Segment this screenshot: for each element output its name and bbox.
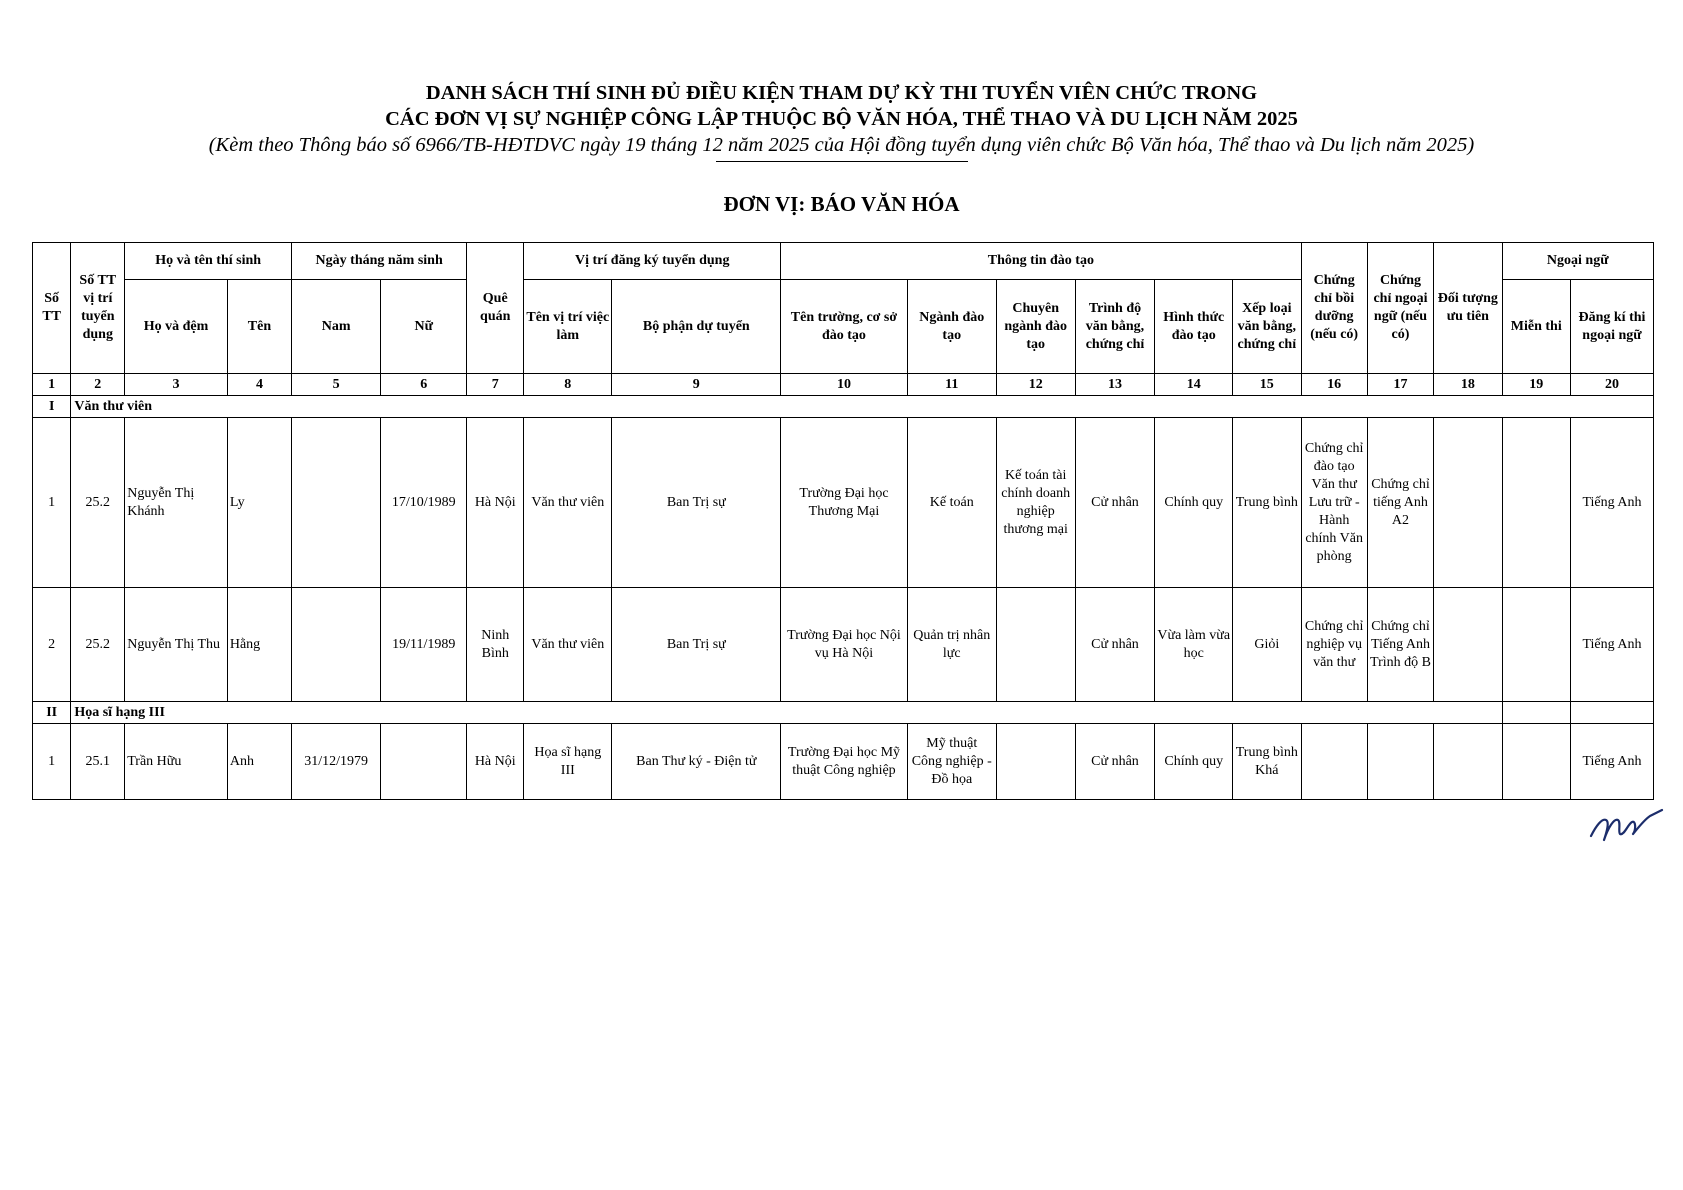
- table-cell: Chứng chỉ nghiệp vụ văn thư: [1301, 588, 1367, 702]
- section-title: Họa sĩ hạng III: [71, 702, 1502, 724]
- col-ten-vi-tri-header: Tên vị trí việc làm: [524, 280, 612, 374]
- table-cell: Giỏi: [1233, 588, 1301, 702]
- column-number-cell: 14: [1155, 374, 1233, 396]
- section-title: Văn thư viên: [71, 396, 1654, 418]
- column-number-cell: 9: [612, 374, 781, 396]
- table-cell: Tiếng Anh: [1570, 418, 1653, 588]
- table-cell: 17/10/1989: [381, 418, 467, 588]
- table-cell: [292, 588, 381, 702]
- table-cell: Văn thư viên: [524, 418, 612, 588]
- table-cell: Vừa làm vừa học: [1155, 588, 1233, 702]
- col-nu-header: Nữ: [381, 280, 467, 374]
- group-ngay-sinh-header: Ngày tháng năm sinh: [292, 243, 467, 280]
- table-cell: Chứng chỉ tiếng Anh A2: [1367, 418, 1433, 588]
- table-cell: Cử nhân: [1075, 418, 1155, 588]
- col-mien-thi-header: Miễn thi: [1502, 280, 1570, 374]
- table-row: [33, 724, 1654, 800]
- table-cell: Ly: [227, 418, 291, 588]
- table-cell: Mỹ thuật Công nghiệp - Đồ họa: [907, 724, 996, 800]
- table-cell: Hằng: [227, 588, 291, 702]
- column-number-cell: 15: [1233, 374, 1301, 396]
- table-cell: Hà Nội: [467, 418, 524, 588]
- table-cell: Quản trị nhân lực: [907, 588, 996, 702]
- table-cell: [1434, 418, 1502, 588]
- table-cell: Tiếng Anh: [1570, 588, 1653, 702]
- group-ngoai-ngu-header: Ngoại ngữ: [1502, 243, 1653, 280]
- col-hinh-thuc-header: Hình thức đào tạo: [1155, 280, 1233, 374]
- table-cell: 25.1: [71, 724, 125, 800]
- column-number-cell: 17: [1367, 374, 1433, 396]
- column-number-cell: 11: [907, 374, 996, 396]
- subtitle-underline: [716, 161, 968, 162]
- col-trinh-do-header: Trình độ văn bằng, chứng chỉ: [1075, 280, 1155, 374]
- table-cell: 1: [33, 724, 71, 800]
- table-cell: Chứng chỉ Tiếng Anh Trình độ B: [1367, 588, 1433, 702]
- column-number-cell: 20: [1570, 374, 1653, 396]
- section-number: I: [33, 396, 71, 418]
- column-number-cell: 10: [781, 374, 907, 396]
- table-cell: Ninh Bình: [467, 588, 524, 702]
- table-cell: Ban Trị sự: [612, 418, 781, 588]
- table-cell: [1434, 724, 1502, 800]
- table-cell: Ban Trị sự: [612, 588, 781, 702]
- col-doi-tuong-uu-tien-header: Đối tượng ưu tiên: [1434, 243, 1502, 374]
- col-que-quan-header: Quê quán: [467, 243, 524, 374]
- table-cell: 1: [33, 418, 71, 588]
- col-so-tt-header: Số TT: [33, 243, 71, 374]
- col-chung-chi-boi-duong-header: Chứng chỉ bồi dưỡng (nếu có): [1301, 243, 1367, 374]
- column-number-cell: 7: [467, 374, 524, 396]
- col-nganh-header: Ngành đào tạo: [907, 280, 996, 374]
- table-cell: Văn thư viên: [524, 588, 612, 702]
- col-bo-phan-header: Bộ phận dự tuyển: [612, 280, 781, 374]
- col-so-tt-vi-tri-header: Số TT vị trí tuyển dụng: [71, 243, 125, 374]
- table-cell: Anh: [227, 724, 291, 800]
- column-number-cell: 19: [1502, 374, 1570, 396]
- table-cell: [1502, 418, 1570, 588]
- table-cell: Kế toán tài chính doanh nghiệp thương mại: [996, 418, 1075, 588]
- group-vi-tri-header: Vị trí đăng ký tuyển dụng: [524, 243, 781, 280]
- table-body: [33, 374, 1654, 800]
- group-dao-tao-header: Thông tin đào tạo: [781, 243, 1301, 280]
- table-cell: [381, 724, 467, 800]
- section-row: [33, 702, 1654, 724]
- table-cell: Họa sĩ hạng III: [524, 724, 612, 800]
- column-number-cell: 5: [292, 374, 381, 396]
- unit-title: ĐƠN VỊ: BÁO VĂN HÓA: [723, 192, 960, 216]
- table-cell: Ban Thư ký - Điện tử: [612, 724, 781, 800]
- col-ten-header: Tên: [227, 280, 291, 374]
- column-number-cell: 12: [996, 374, 1075, 396]
- document-title-line2: CÁC ĐƠN VỊ SỰ NGHIỆP CÔNG LẬP THUỘC BỘ VĂN HÓA, THỂ THAO VÀ DU LỊCH NĂM 2025: [385, 108, 1298, 130]
- col-nam-header: Nam: [292, 280, 381, 374]
- table-cell: 19/11/1989: [381, 588, 467, 702]
- table-row: [33, 418, 1654, 588]
- table-cell: Kế toán: [907, 418, 996, 588]
- table-cell: Chính quy: [1155, 418, 1233, 588]
- table-cell: Trường Đại học Nội vụ Hà Nội: [781, 588, 907, 702]
- table-cell: [1301, 724, 1367, 800]
- column-number-cell: 8: [524, 374, 612, 396]
- table-cell: Chính quy: [1155, 724, 1233, 800]
- table-cell: 2: [33, 588, 71, 702]
- col-ten-truong-header: Tên trường, cơ sở đào tạo: [781, 280, 907, 374]
- table-cell: Trung bình: [1233, 418, 1301, 588]
- section-row: [33, 396, 1654, 418]
- column-number-cell: 2: [71, 374, 125, 396]
- table-cell: Trung bình Khá: [1233, 724, 1301, 800]
- table-cell: Trường Đại học Thương Mại: [781, 418, 907, 588]
- table-cell: [1502, 588, 1570, 702]
- table-cell: 25.2: [71, 588, 125, 702]
- table-cell: [1570, 702, 1653, 724]
- table-cell: [1434, 588, 1502, 702]
- table-cell: Trường Đại học Mỹ thuật Công nghiệp: [781, 724, 907, 800]
- column-number-row: [33, 374, 1654, 396]
- table-cell: Trần Hữu: [125, 724, 228, 800]
- table-cell: 31/12/1979: [292, 724, 381, 800]
- table-cell: Cử nhân: [1075, 724, 1155, 800]
- column-number-cell: 4: [227, 374, 291, 396]
- document-subtitle: (Kèm theo Thông báo số 6966/TB-HĐTDVC ngày 19 tháng 12 năm 2025 của Hội đồng tuyển dụng viên chức Bộ Văn hóa, Thể thao và Du lịch năm 2025): [208, 134, 1475, 156]
- document-title-line1: DANH SÁCH THÍ SINH ĐỦ ĐIỀU KIỆN THAM DỰ KỲ THI TUYỂN VIÊN CHỨC TRONG: [425, 82, 1258, 104]
- candidate-table: [32, 242, 1654, 800]
- col-chuyen-nganh-header: Chuyên ngành đào tạo: [996, 280, 1075, 374]
- col-dang-ki-header: Đăng kí thi ngoại ngữ: [1570, 280, 1653, 374]
- handwritten-signature: [1588, 806, 1664, 846]
- col-xep-loai-header: Xếp loại văn bằng, chứng chỉ: [1233, 280, 1301, 374]
- table-cell: [1367, 724, 1433, 800]
- group-ho-ten-header: Họ và tên thí sinh: [125, 243, 292, 280]
- table-cell: Nguyễn Thị Khánh: [125, 418, 228, 588]
- table-cell: Hà Nội: [467, 724, 524, 800]
- table-cell: [996, 724, 1075, 800]
- column-number-cell: 6: [381, 374, 467, 396]
- table-cell: Cử nhân: [1075, 588, 1155, 702]
- table-row: [33, 588, 1654, 702]
- table-cell: Nguyễn Thị Thu: [125, 588, 228, 702]
- table-cell: 25.2: [71, 418, 125, 588]
- column-number-cell: 16: [1301, 374, 1367, 396]
- table-cell: [996, 588, 1075, 702]
- table-cell: Chứng chỉ đào tạo Văn thư Lưu trữ - Hành chính Văn phòng: [1301, 418, 1367, 588]
- table-cell: [292, 418, 381, 588]
- column-number-cell: 18: [1434, 374, 1502, 396]
- col-chung-chi-ngoai-ngu-header: Chứng chỉ ngoại ngữ (nếu có): [1367, 243, 1433, 374]
- table-cell: Tiếng Anh: [1570, 724, 1653, 800]
- table-cell: [1502, 724, 1570, 800]
- column-number-cell: 13: [1075, 374, 1155, 396]
- col-ho-dem-header: Họ và đệm: [125, 280, 228, 374]
- column-number-cell: 1: [33, 374, 71, 396]
- table-cell: [1502, 702, 1570, 724]
- section-number: II: [33, 702, 71, 724]
- column-number-cell: 3: [125, 374, 228, 396]
